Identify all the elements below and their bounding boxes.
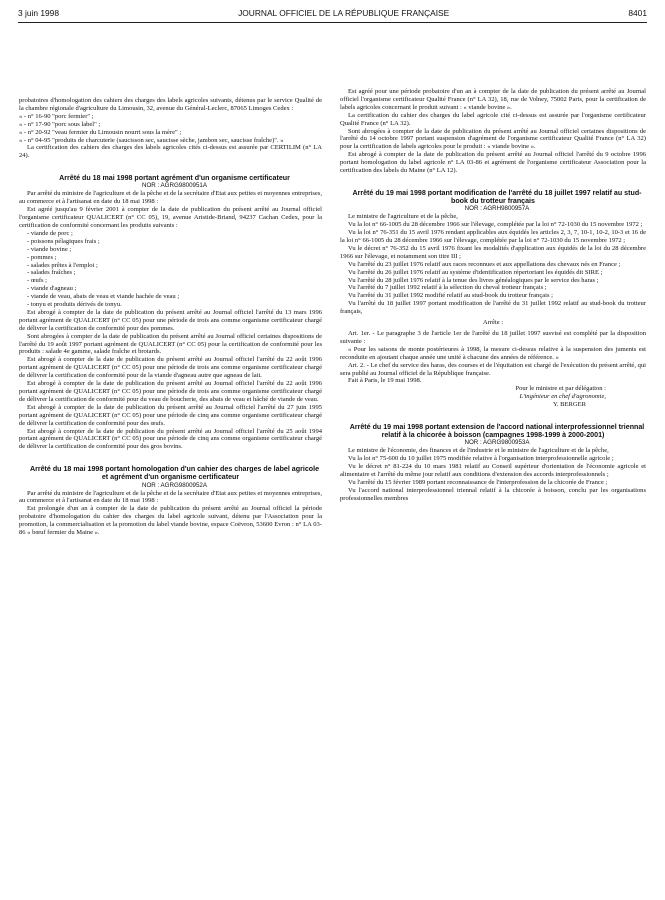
arrete-label: Arrête : bbox=[482, 319, 504, 327]
header-journal-title: JOURNAL OFFICIEL DE LA RÉPUBLIQUE FRANÇAISE bbox=[238, 8, 450, 18]
section-agrement-qualicert bbox=[19, 174, 322, 451]
list-item: - viande de porc ; bbox=[27, 229, 73, 237]
paragraph: Le ministre de l'agriculture et de la pêche, bbox=[348, 213, 458, 221]
section-homologation-label bbox=[19, 465, 322, 537]
header-rule bbox=[18, 22, 647, 23]
header-page-number: 8401 bbox=[628, 8, 647, 18]
page-header bbox=[18, 6, 647, 20]
paragraph: Vu la loi n° 76-351 du 15 avril 1976 rendant applicables aux équidés les articles 2, 3, 7, 10-1, 10-2, 10-3 et 16 de la loi n° 66-1005 du 28 décembre 1966 sur l'élevage, complétée par la loi n° 72-1030 du 15 novembre 1972 ; bbox=[340, 229, 646, 244]
section-title: Arrêté du 19 mai 1998 portant modification de l'arrêté du 18 juillet 1997 relatif au stud-book du trotteur français bbox=[352, 188, 642, 206]
nor-reference: NOR : AGRG9800952A bbox=[141, 481, 207, 489]
paragraph: Est abrogé à compter de la date de publication du présent arrêté au Journal officiel l'arrêté du 9 octobre 1996 portant homologation du label agricole n° LA 03-86 et agrément de l'organisme certificateur Association pour la certification des labels du Maine (n° LA 12). bbox=[340, 151, 646, 175]
section-title: Arrêté du 18 mai 1998 portant agrément d'un organisme certificateur bbox=[59, 174, 290, 183]
article-2: Art. 2. - Le chef du service des haras, des courses et de l'équitation est chargé de l'exécution du présent arrêté, qui sera publié au Journal officiel de la République française. bbox=[340, 361, 646, 377]
paragraph: Est abrogé à compter de la date de publication du présent arrêté au Journal officiel l'arrêté du 27 juin 1995 portant agrément de QUALICERT (n° CC 05) pour une période de cinq ans comme organisme certificateur chargé de délivrer la certification de conformité pour des œufs. bbox=[19, 403, 322, 427]
paragraph: La certification du cahier des charges du label agricole cité ci-dessus est assurée par l'organisme certificateur Qualité France (n° LA 32). bbox=[340, 111, 646, 127]
paragraph: Vu l'arrêté du 15 février 1989 portant reconnaissance de l'interprofession de la chicorée de France ; bbox=[348, 478, 608, 486]
section-stud-book-trotteur bbox=[340, 189, 646, 409]
paragraph: Est abrogé à compter de la date de publication du présent arrêté au Journal officiel l'arrêté du 25 août 1994 portant agrément de QUALICERT (n° CC 05) pour une période de cinq ans comme organisme certificateur chargé de délivrer la certification de conformité pour des gros bovins. bbox=[19, 427, 322, 451]
article-1: Art. 1er. - Le paragraphe 3 de l'article 1er de l'arrêté du 18 juillet 1997 susvisé est complété par la disposition suivante : bbox=[340, 329, 646, 345]
left-intro-para: probatoires d'homologation des cahiers des charges des labels agricoles suivants, détenus par le service Qualité de la chambre régionale d'agriculture du Limousin, 32, avenue du Général-Leclerc, 87065 Limoges Cedex : bbox=[19, 97, 322, 112]
list-item: - viande bovine ; bbox=[27, 245, 72, 253]
article-1-quote: « Pour les saisons de monte postérieures à 1998, la mesure ci-dessus relative à la suspension des juments est reconduite en ajoutant chaque année une unité à chacune des années de référence. » bbox=[340, 345, 646, 361]
section-title: Arrêté du 18 mai 1998 portant homologation d'un cahier des charges de label agricole et agrément d'un organisme certificateur bbox=[29, 465, 320, 482]
paragraph: Vu le décret n° 81-224 du 10 mars 1981 relatif au Conseil supérieur d'orientation de l'économie agricole et alimentaire et l'arrêté du même jour relatif aux conditions d'extension des accords interprofessionnels ; bbox=[340, 463, 646, 479]
paragraph: Vu le décret n° 76-352 du 15 avril 1976 fixant les modalités d'application aux équidés de la loi du 28 décembre 1966 sur l'élevage, et notamment son titre III ; bbox=[340, 244, 646, 260]
paragraph: Vu la loi n° 66-1005 du 28 décembre 1966 sur l'élevage, complétée par la loi n° 72-1030 du 15 novembre 1972 ; bbox=[348, 221, 643, 229]
paragraph: Vu l'arrêté du 26 juillet 1976 relatif au système d'identification répertoriant les équidés dit SIRE ; bbox=[348, 268, 603, 276]
left-intro-item: « - n° 17-90 "porc sous label" ; bbox=[19, 120, 101, 128]
left-intro-para: La certification des cahiers des charges des labels agricoles cités ci-dessus est assurée par CERTILIM (n° LA 24). bbox=[19, 144, 322, 160]
list-item: - viande de veau, abats de veau et viande hachée de veau ; bbox=[27, 293, 180, 301]
paragraph: Vu l'arrêté du 28 juillet 1976 relatif à la tenue des livres généalogiques par le service des haras ; bbox=[348, 276, 599, 284]
paragraph: Est abrogé à compter de la date de publication du présent arrêté au Journal officiel l'arrêté du 13 mars 1996 portant agrément de QUALICERT (n° CC 05) pour une période de trois ans comme organisme certificateur chargé de délivrer la certification de conformité pour des pommes. bbox=[19, 308, 322, 332]
paragraph: Vu l'arrêté du 23 juillet 1976 relatif aux races reconnues et aux appellations des chevaux nés en France ; bbox=[348, 260, 621, 268]
paragraph: Est abrogé à compter de la date de publication du présent arrêté au Journal officiel l'arrêté du 22 août 1996 portant agrément de QUALICERT (n° CC 05) pour une période de trois ans comme organisme certificateur chargé de délivrer la certification de conformité pour de la viande d'agneau autre que agneau de lait. bbox=[19, 356, 322, 380]
list-item: - viande d'agneau ; bbox=[27, 285, 77, 293]
paragraph: Est agréé pour une période probatoire d'un an à compter de la date de publication du présent arrêté au Journal officiel l'organisme certificateur Qualité France (n° LA 32), 18, rue de Volney, 75002 Paris, pour la certification de labels agricoles concernant le produit suivant : « viande bovine ». bbox=[340, 88, 646, 111]
right-column bbox=[340, 88, 646, 503]
paragraph: Vu l'arrêté du 31 juillet 1992 modifié relatif au stud-book du trotteur français ; bbox=[348, 292, 553, 300]
nor-reference: NOR : AGRG9800951A bbox=[141, 182, 207, 190]
left-column bbox=[19, 97, 322, 537]
paragraph: Vu l'arrêté du 18 juillet 1997 portant modification de l'arrêté du 31 juillet 1992 relatif au stud-book du trotteur français, bbox=[340, 300, 646, 316]
list-item: - poissons pélagiques frais ; bbox=[27, 237, 100, 245]
paragraph: Sont abrogées à compter de la date de publication du présent arrêté au Journal officiel certaines dispositions de l'arrêté du 19 août 1997 portant agrément de QUALICERT (n° CC 05) pour la certification de conformité pour les produits : salade 4e gamme, salade fraîche et brotards. bbox=[19, 332, 322, 356]
section-chicoree-accord bbox=[340, 423, 646, 503]
signature-date: Fait à Paris, le 19 mai 1998. bbox=[348, 377, 422, 385]
list-item: - salades fraîches ; bbox=[27, 269, 76, 277]
signature-name: Y. BERGER bbox=[553, 401, 586, 409]
list-item: - œufs ; bbox=[27, 277, 48, 285]
paragraph: Par arrêté du ministre de l'agriculture et de la pêche et de la secrétaire d'Etat aux petites et moyennes entreprises, au commerce et à l'artisanat en date du 18 mai 1998 : bbox=[19, 489, 322, 505]
nor-reference: NOR : AGRH9800957A bbox=[464, 205, 530, 213]
paragraph: Est abrogé à compter de la date de publication du présent arrêté au Journal officiel l'arrêté du 22 août 1996 portant agrément de QUALICERT (n° CC 05) pour une période de trois ans comme organisme certificateur chargé de délivrer la certification de conformité pour du veau de boucherie, des abats de veau et hâché de viande de veau. bbox=[19, 380, 322, 403]
signature-title: L'ingénieur en chef d'agronomie, bbox=[519, 393, 606, 401]
nor-reference: NOR : AGRG9800953A bbox=[464, 439, 530, 447]
header-date: 3 juin 1998 bbox=[18, 8, 59, 18]
section-title: Arrêté du 19 mai 1998 portant extension de l'accord national interprofessionnel triennal relatif à la chicorée à boisson (campagnes 1998-1999 à 2000-2001) bbox=[349, 423, 645, 440]
paragraph: Vu la loi n° 75-600 du 10 juillet 1975 modifiée relative à l'organisation interprofessionnelle agricole ; bbox=[348, 455, 614, 463]
list-item: - tonyu et produits dérivés de tonyu. bbox=[27, 301, 122, 309]
paragraph: Est prolongée d'un an à compter de la date de publication du présent arrêté au Journal officiel la période probatoire d'homologation du cahier des charges du label agricole suivant, détenu par l'Association pour la promotion, la commercialisation et la promotion du label viande bovine, espace Coëvron, 53600 Evron : n° LA 03-86 « bœuf fermier du Maine ». bbox=[19, 505, 322, 537]
paragraph: Sont abrogées à compter de la date de publication du présent arrêté au Journal officiel certaines dispositions de l'arrêté du 14 octobre 1997 portant suspension d'agrément de l'organisme certificateur Qualité France (n° LA 32) pour la certification de labels agricoles pour le produit : « viande bovine ». bbox=[340, 127, 646, 151]
paragraph: Vu l'accord national interprofessionnel triennal relatif à la chicorée à boisson, conclu par les organisations professionnelles membres bbox=[340, 486, 646, 502]
left-intro-item: « - n° 20-92 "veau fermier du Limousin nourri sous la mère" ; bbox=[19, 128, 182, 136]
paragraph: Vu l'arrêté du 7 juillet 1992 relatif à la sélection du cheval trotteur français ; bbox=[348, 284, 547, 292]
paragraph: Est agréé jusqu'au 9 février 2001 à compter de la date de publication du présent arrêté au Journal officiel l'organisme certificateur QUALICERT (n° CC 05), 19, avenue Aristide-Briand, 94237 Cachan Cedex, pour la certification de conformité concernant les produits suivants : bbox=[19, 206, 322, 229]
left-intro-item: « - n° 04-95 "produits de charcuterie (saucisson sec, saucisse sèche, jambon sec, saucisse fraîche)". » bbox=[19, 136, 284, 144]
signature-delegation: Pour le ministre et par délégation : bbox=[515, 385, 606, 393]
list-item: - pommes ; bbox=[27, 253, 57, 261]
list-item: - salades prêtes à l'emploi ; bbox=[27, 261, 98, 269]
paragraph: Par arrêté du ministre de l'agriculture et de la pêche et de la secrétaire d'Etat aux petites et moyennes entreprises, au commerce et à l'artisanat en date du 18 mai 1998 : bbox=[19, 190, 322, 206]
left-intro-item: « - n° 16-90 "porc fermier" ; bbox=[19, 112, 94, 120]
paragraph: Le ministre de l'économie, des finances et de l'industrie et le ministre de l'agriculture et de la pêche, bbox=[348, 447, 609, 455]
